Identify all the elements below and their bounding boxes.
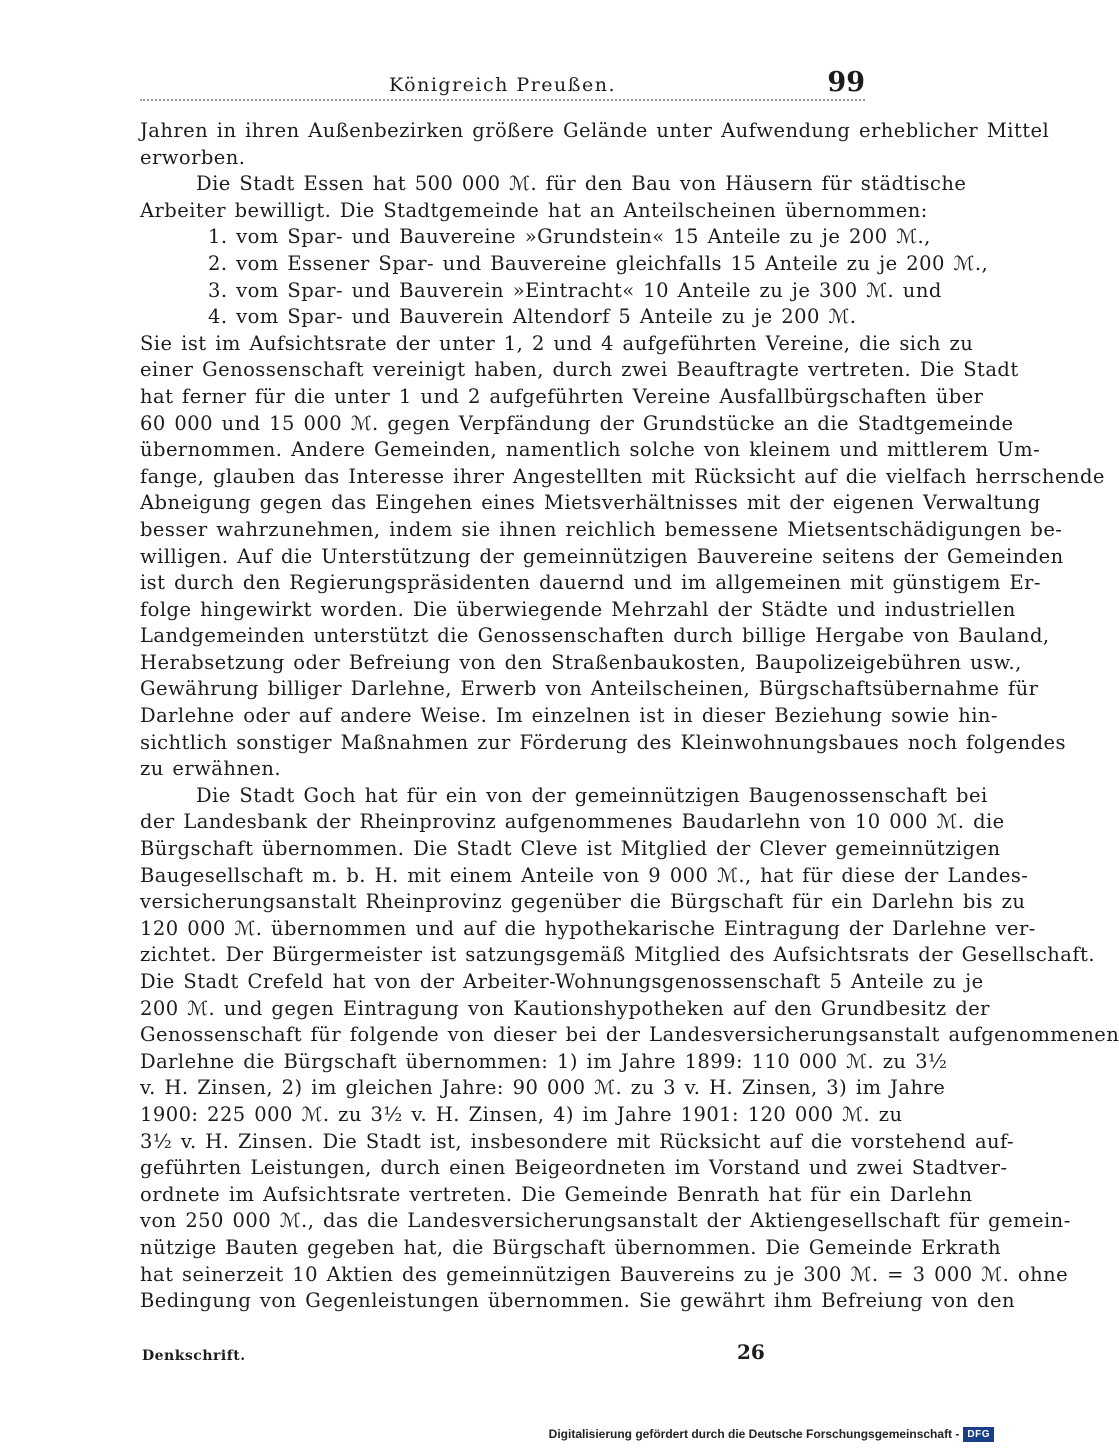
text-line: fange, glauben das Interesse ihrer Angestellten mit Rücksicht auf die vielfach herrschende bbox=[140, 464, 1105, 488]
digitization-credit bbox=[549, 1423, 994, 1445]
text-line: von 250 000 ℳ., das die Landesversicherungsanstalt der Aktiengesellschaft für gemein- bbox=[140, 1209, 1071, 1233]
text-line: Herabsetzung oder Befreiung von den Straßenbaukosten, Baupolizeigebühren usw., bbox=[140, 650, 1022, 674]
list-item: 2. vom Essener Spar- und Bauvereine gleichfalls 15 Anteile zu je 200 ℳ., bbox=[208, 251, 989, 275]
text-line: Landgemeinden unterstützt die Genossenschaften durch billige Hergabe von Bauland, bbox=[140, 624, 1050, 648]
text-line: 120 000 ℳ. übernommen und auf die hypothekarische Eintragung der Darlehne ver- bbox=[140, 916, 1036, 940]
text-line: zichtet. Der Bürgermeister ist satzungsgemäß Mitglied des Aufsichtsrats der Gesellschaft. bbox=[140, 943, 1095, 967]
text-line: der Landesbank der Rheinprovinz aufgenommenes Baudarlehn von 10 000 ℳ. die bbox=[140, 810, 1005, 834]
sheet-number: 26 bbox=[737, 1340, 765, 1364]
text-line: Darlehne oder auf andere Weise. Im einzelnen ist in dieser Beziehung sowie hin- bbox=[140, 704, 998, 728]
text-line: Die Stadt Essen hat 500 000 ℳ. für den Bau von Häusern für städtische bbox=[196, 172, 967, 196]
text-line: Baugesellschaft m. b. H. mit einem Anteile von 9 000 ℳ., hat für diese der Landes- bbox=[140, 863, 1029, 887]
page-number: 99 bbox=[827, 67, 865, 98]
text-line: willigen. Auf die Unterstützung der gemeinnützigen Bauvereine seitens der Gemeinden bbox=[140, 544, 1064, 568]
list-item: 4. vom Spar- und Bauverein Altendorf 5 Anteile zu je 200 ℳ. bbox=[208, 305, 857, 329]
running-title: Königreich Preußen. bbox=[389, 74, 616, 96]
text-line: 200 ℳ. und gegen Eintragung von Kautionshypotheken auf den Grundbesitz der bbox=[140, 996, 990, 1020]
text-line: Genossenschaft für folgende von dieser bei der Landesversicherungsanstalt aufgenommenen bbox=[140, 1023, 1119, 1047]
text-line: geführten Leistungen, durch einen Beigeordneten im Vorstand und zwei Stadtver- bbox=[140, 1156, 1008, 1180]
text-line: Bürgschaft übernommen. Die Stadt Cleve ist Mitglied der Clever gemeinnützigen bbox=[140, 837, 1001, 861]
text-line: Jahren in ihren Außenbezirken größere Gelände unter Aufwendung erheblicher Mittel bbox=[140, 119, 1050, 142]
text-line: Bedingung von Gegenleistungen übernommen. Sie gewährt ihm Befreiung von den bbox=[140, 1289, 1015, 1313]
text-line: ist durch den Regierungspräsidenten dauernd und im allgemeinen mit günstigem Er- bbox=[140, 571, 1041, 595]
page-header bbox=[140, 67, 865, 100]
text-line: Abneigung gegen das Eingehen eines Mietsverhältnisses mit der eigenen Verwaltung bbox=[140, 491, 1041, 515]
page-footer bbox=[140, 1340, 865, 1364]
text-line: nützige Bauten gegeben hat, die Bürgschaft übernommen. Die Gemeinde Erkrath bbox=[140, 1235, 1002, 1259]
text-line: 1900: 225 000 ℳ. zu 3½ v. H. Zinsen, 4) im Jahre 1901: 120 000 ℳ. zu bbox=[140, 1102, 903, 1126]
text-line: einer Genossenschaft vereinigt haben, durch zwei Beauftragte vertreten. Die Stadt bbox=[140, 358, 1019, 382]
text-line: versicherungsanstalt Rheinprovinz gegenüber die Bürgschaft für ein Darlehn bis zu bbox=[140, 890, 1026, 914]
text-line: zu erwähnen. bbox=[140, 757, 282, 781]
dfg-logo-icon: DFG bbox=[963, 1427, 994, 1442]
text-line: 3½ v. H. Zinsen. Die Stadt ist, insbesondere mit Rücksicht auf die vorstehend auf- bbox=[140, 1129, 1015, 1153]
body-text bbox=[140, 118, 1119, 1315]
credit-text: Digitalisierung gefördert durch die Deutsche Forschungsgemeinschaft - bbox=[548, 1427, 960, 1441]
list-item: 1. vom Spar- und Bauvereine »Grundstein« 15 Anteile zu je 200 ℳ., bbox=[208, 225, 931, 249]
text-line: hat seinerzeit 10 Aktien des gemeinnützigen Bauvereins zu je 300 ℳ. = 3 000 ℳ. ohne bbox=[140, 1262, 1069, 1286]
text-line: sichtlich sonstiger Maßnahmen zur Förderung des Kleinwohnungsbaues noch folgendes bbox=[140, 730, 1066, 754]
text-line: besser wahrzunehmen, indem sie ihnen reichlich bemessene Mietsentschädigungen be- bbox=[140, 517, 1063, 541]
text-line: 60 000 und 15 000 ℳ. gegen Verpfändung der Grundstücke an die Stadtgemeinde bbox=[140, 411, 1014, 435]
text-line: hat ferner für die unter 1 und 2 aufgeführten Vereine Ausfallbürgschaften über bbox=[140, 384, 984, 408]
text-line: Gewährung billiger Darlehne, Erwerb von Anteilscheinen, Bürgschaftsübernahme für bbox=[140, 677, 1039, 701]
signature-mark: Denkschrift. bbox=[142, 1348, 246, 1364]
text-line: v. H. Zinsen, 2) im gleichen Jahre: 90 000 ℳ. zu 3 v. H. Zinsen, 3) im Jahre bbox=[140, 1076, 946, 1100]
text-line: erworben. bbox=[140, 145, 246, 169]
text-line: Die Stadt Goch hat für ein von der gemeinnützigen Baugenossenschaft bei bbox=[196, 783, 988, 807]
list-item: 3. vom Spar- und Bauverein »Eintracht« 10 Anteile zu je 300 ℳ. und bbox=[208, 278, 942, 302]
text-line: folge hingewirkt worden. Die überwiegende Mehrzahl der Städte und industriellen bbox=[140, 597, 1016, 621]
text-line: Arbeiter bewilligt. Die Stadtgemeinde hat an Anteilscheinen übernommen: bbox=[140, 198, 928, 222]
header-rule bbox=[140, 99, 865, 101]
text-line: Sie ist im Aufsichtsrate der unter 1, 2 und 4 aufgeführten Vereine, die sich zu bbox=[140, 331, 974, 355]
text-line: Die Stadt Crefeld hat von der Arbeiter-Wohnungsgenossenschaft 5 Anteile zu je bbox=[140, 970, 984, 993]
text-line: übernommen. Andere Gemeinden, namentlich solche von kleinem und mittlerem Um- bbox=[140, 438, 1041, 462]
text-line: Darlehne die Bürgschaft übernommen: 1) im Jahre 1899: 110 000 ℳ. zu 3½ bbox=[140, 1049, 948, 1073]
text-line: ordnete im Aufsichtsrate vertreten. Die Gemeinde Benrath hat für ein Darlehn bbox=[140, 1182, 973, 1206]
